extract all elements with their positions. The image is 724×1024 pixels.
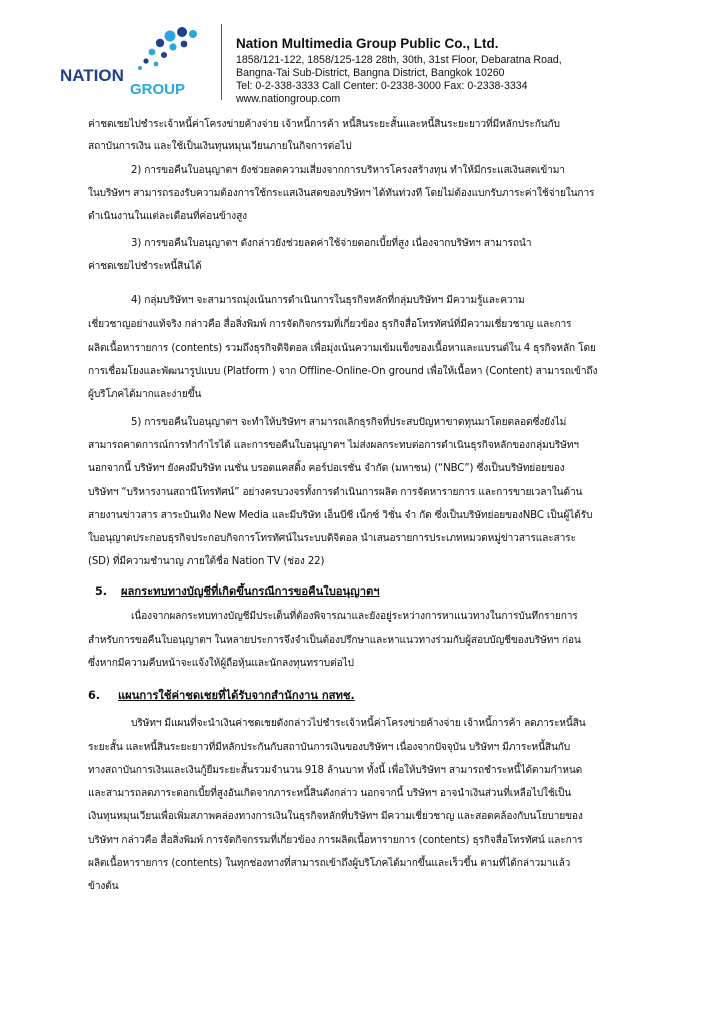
paragraph-line: เชี่ยวชาญอย่างแท้จริง กล่าวคือ สื่อสิ่งพิมพ์ การจัดกิจกรรมที่เกี่ยวข้อง ธุรกิจสื่อโทรทัศน์ที่มีความเชี่ยวชาญ และการ <box>88 319 572 330</box>
paragraph-line: ดำเนินงานในแต่ละเดือนที่ค่อนข้างสูง <box>88 211 247 222</box>
paragraph-line: เงินทุนหมุนเวียนเพื่อเพิ่มสภาพคล่องทางการเงินในธุรกิจหลักที่บริษัทฯ มีความเชี่ยวชาญ และสอดคล้องกับนโยบายของ <box>88 811 583 822</box>
paragraph-line: สายงานข่าวสาร สาระบันเทิง New Media และมีบริษัท เอ็นบีซี เน็กซ์ วิชั่น จำ กัด ซึ่งเป็นบริษัทย่อยของNBC เป็นผู้ได้รับ <box>88 510 593 521</box>
letterhead-divider <box>221 24 222 100</box>
paragraph-line: ผู้บริโภคได้มากและง่ายขึ้น <box>88 389 202 400</box>
paragraph-line: บริษัทฯ “บริหารงานสถานีโทรทัศน์” อย่างครบวงจรทั้งการดำเนินการผลิต การจัดหารายการ และการขายเวลาในด้าน <box>88 487 583 498</box>
logo-dot <box>165 31 176 42</box>
paragraph-line: ซึ่งหากมีความคืบหน้าจะแจ้งให้ผู้ถือหุ้นและนักลงทุนทราบต่อไป <box>88 658 354 669</box>
paragraph-line: 4) กลุ่มบริษัทฯ จะสามารถมุ่งเน้นการดำเนินการในธุรกิจหลักที่กลุ่มบริษัทฯ มีความรู้และความ <box>131 295 525 306</box>
logo-dot <box>154 62 159 67</box>
logo-dot <box>149 49 156 56</box>
paragraph-line: ใบอนุญาตประกอบธุรกิจประกอบกิจการโทรทัศน์ในระบบดิจิตอล นำเสนอรายการประเภทหมวดหมู่ข่าวสารและสาระ <box>88 533 576 544</box>
company-name: Nation Multimedia Group Public Co., Ltd. <box>236 36 499 51</box>
phone-line: Tel: 0-2-338-3333 Call Center: 0-2338-3000 Fax: 0-2338-3334 <box>236 80 528 92</box>
logo-text-nation: NATION <box>60 66 124 85</box>
paragraph-line: สำหรับการขอคืนใบอนุญาตฯ ในหลายประการจึงจำเป็นต้องปรึกษาและหาแนวทางร่วมกับผู้สอบบัญชีของบริษัทฯ ก่อน <box>88 635 581 646</box>
logo-dot <box>169 43 176 50</box>
paragraph-line: 2) การขอคืนใบอนุญาตฯ ยังช่วยลดความเสี่ยงจากการบริหารโครงสร้างทุน ทำให้มีกระแสเงินสดเข้ามา <box>131 165 565 176</box>
paragraph-line: และสามารถลดภาระดอกเบี้ยที่สูงอันเกิดจากภาระหนี้สินดังกล่าว นอกจากนี้ บริษัทฯ อาจนำเงินส่วนที่เหลือไปใช้เป็น <box>88 788 572 799</box>
logo-text-group: GROUP <box>130 81 186 96</box>
paragraph-line: ค่าชดเชยไปชำระหนี้สินได้ <box>88 261 202 272</box>
logo-dot <box>189 30 197 38</box>
section-number: 6. <box>88 689 101 702</box>
paragraph-line: บริษัทฯ มีแผนที่จะนำเงินค่าชดเชยดังกล่าวไปชำระเจ้าหนี้ค่าโครงข่ายค้างจ่าย เจ้าหนี้การค้า ลดภาระหนี้สิน <box>131 718 586 729</box>
section-number: 5. <box>95 585 108 598</box>
paragraph-line: ค่าชดเชยไปชำระเจ้าหนี้ค่าโครงข่ายค้างจ่าย เจ้าหนี้การค้า หนี้สินระยะสั้นและหนี้สินระยะยาวที่มีหลักประกันกับ <box>88 119 560 130</box>
logo-dot <box>138 66 142 70</box>
logo-dot <box>181 41 188 48</box>
paragraph-line: 3) การขอคืนใบอนุญาตฯ ดังกล่าวยังช่วยลดค่าใช้จ่ายดอกเบี้ยที่สูง เนื่องจากบริษัทฯ สามารถนำ <box>131 238 532 249</box>
website: www.nationgroup.com <box>236 93 341 105</box>
address-line-2: Bangna-Tai Sub-District, Bangna District, Bangkok 10260 <box>236 67 505 79</box>
nation-group-logo-graphic <box>60 24 210 96</box>
paragraph-line: นอกจากนี้ บริษัทฯ ยังคงมีบริษัท เนชั่น บรอดแคสติ้ง คอร์ปอเรชั่น จำกัด (มหาชน) (“NBC”) ซึ่งเป็นบริษัทย่อยของ <box>88 463 565 474</box>
paragraph-line: (SD) ที่มีความชำนาญ ภายใต้ชื่อ Nation TV (ช่อง 22) <box>88 556 325 567</box>
paragraph-line: ข้างต้น <box>88 881 119 892</box>
paragraph-line: ในบริษัทฯ สามารถรองรับความต้องการใช้กระแสเงินสดของบริษัทฯ ได้ทันท่วงที โดยไม่ต้องแบกรับภาระค่าใช้จ่ายในการ <box>88 188 595 199</box>
logo-dot <box>177 27 187 37</box>
logo-dot <box>143 58 148 63</box>
paragraph-line: สามารถคาดการณ์การทำกำไรได้ และการขอคืนใบอนุญาตฯ ไม่ส่งผลกระทบต่อการดำเนินธุรกิจหลักของกลุ่มบริษัทฯ <box>88 440 579 451</box>
paragraph-line: ระยะสั้น และหนี้สินระยะยาวที่มีหลักประกันกับสถาบันการเงินของบริษัทฯ เนื่องจากปัจจุบัน บริษัทฯ มีภาระหนี้สินกับ <box>88 742 571 753</box>
paragraph-line: ทางสถาบันการเงินและเงินกู้ยืมระยะสั้นรวมจำนวน 918 ล้านบาท ทั้งนี้ เพื่อให้บริษัทฯ สามารถชำระหนี้ได้ตามกำหนด <box>88 765 583 776</box>
logo-dot <box>161 52 167 58</box>
paragraph-line: การเชื่อมโยงและพัฒนารูปแบบ (Platform ) จาก Offline-Online-On ground เพื่อให้เนื้อหา (Content) สามารถเข้าถึง <box>88 366 598 377</box>
section-6-heading <box>88 686 355 704</box>
nation-group-logo <box>60 24 210 96</box>
paragraph-line: 5) การขอคืนใบอนุญาตฯ จะทำให้บริษัทฯ สามารถเลิกธุรกิจที่ประสบปัญหาขาดทุนมาโดยตลอดซึ่งยังไม่ <box>131 417 567 428</box>
section-5-heading <box>95 582 380 600</box>
section-title: แผนการใช้ค่าชดเชยที่ได้รับจากสำนักงาน กสทช. <box>117 689 355 702</box>
paragraph-line: เนื่องจากผลกระทบทางบัญชีมีประเด็นที่ต้องพิจารณาและยังอยู่ระหว่างการหาแนวทางในการบันทึกรายการ <box>131 611 578 622</box>
paragraph-line: สถาบันการเงิน และใช้เป็นเงินทุนหมุนเวียนภายในกิจการต่อไป <box>88 141 352 152</box>
address-line-1: 1858/121-122, 1858/125-128 28th, 30th, 31st Floor, Debaratna Road, <box>236 54 562 66</box>
paragraph-line: ผลิตเนื้อหารายการ (contents) ในทุกช่องทางที่สามารถเข้าถึงผู้บริโภคได้มากขึ้นและเร็วขึ้น ตามที่ได้กล่าวมาแล้ว <box>88 858 571 869</box>
paragraph-line: ผลิตเนื้อหารายการ (contents) รวมถึงธุรกิจดิจิตอล เพื่อมุ่งเน้นความเข้มแข็งของเนื้อหาและแบรนด์ใน 4 ธุรกิจหลัก โดย <box>88 343 596 354</box>
logo-dot <box>156 39 164 47</box>
section-title: ผลกระทบทางบัญชีที่เกิดขึ้นกรณีการขอคืนใบอนุญาตฯ <box>120 585 380 598</box>
paragraph-line: บริษัทฯ กล่าวคือ สื่อสิ่งพิมพ์ การจัดกิจกรรมที่เกี่ยวข้อง การผลิตเนื้อหารายการ (contents) ธุรกิจสื่อโทรทัศน์ และการ <box>88 835 583 846</box>
